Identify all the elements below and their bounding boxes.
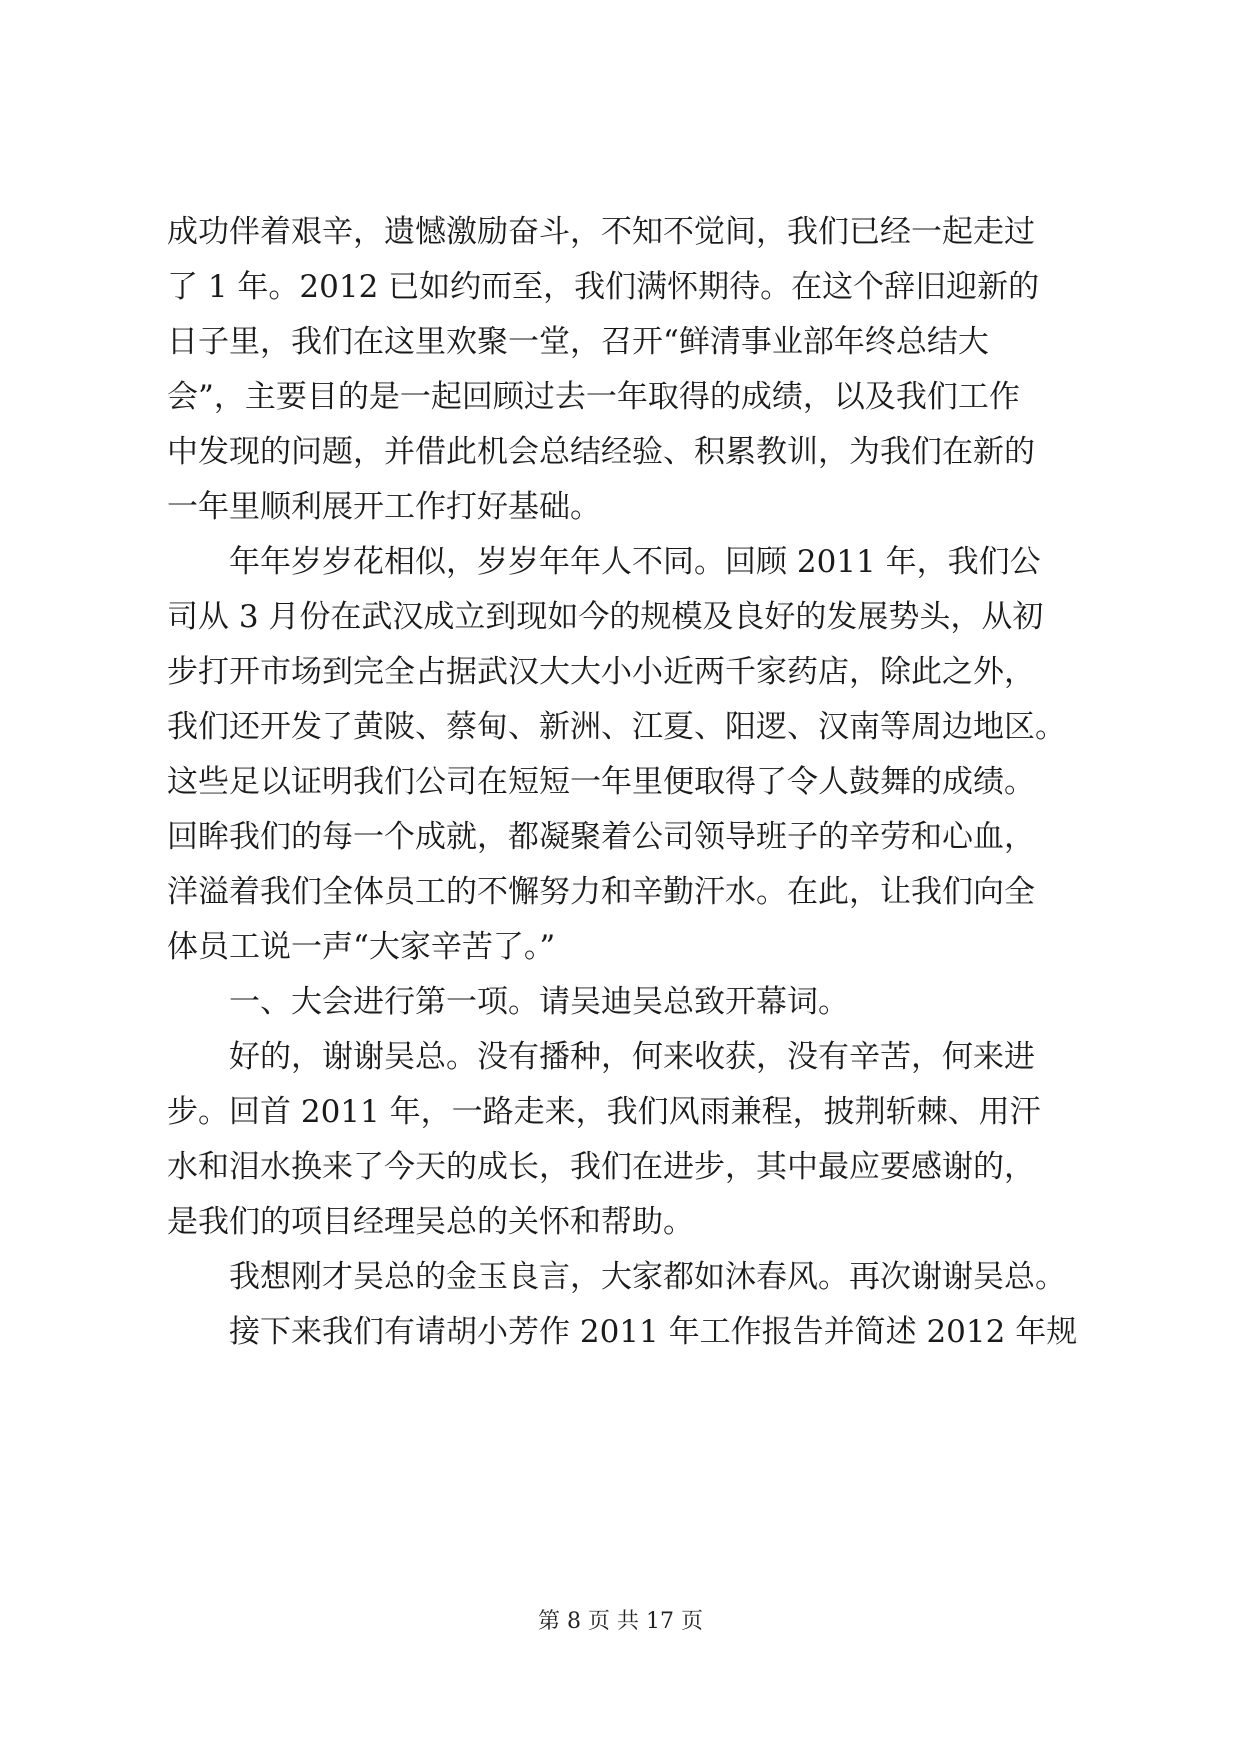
text-line: 年年岁岁花相似，岁岁年年人不同。回顾 2011 年，我们公 bbox=[229, 544, 1041, 580]
text-line: 是我们的项目经理吴总的关怀和帮助。 bbox=[167, 1204, 694, 1240]
text-line: 司从 3 月份在武汉成立到现如今的规模及良好的发展势头，从初 bbox=[167, 599, 1044, 635]
text-line: 体员工说一声“大家辛苦了。” bbox=[167, 929, 556, 965]
text-line: 回眸我们的每一个成就，都凝聚着公司领导班子的辛劳和心血， bbox=[167, 819, 1035, 855]
text-line: 成功伴着艰辛，遗憾激励奋斗，不知不觉间，我们已经一起走过 bbox=[167, 214, 1035, 250]
text-line: 好的，谢谢吴总。没有播种，何来收获，没有辛苦，何来进 bbox=[229, 1039, 1035, 1075]
text-line: 了 1 年。2012 已如约而至，我们满怀期待。在这个辞旧迎新的 bbox=[167, 269, 1040, 305]
text-line: 这些足以证明我们公司在短短一年里便取得了令人鼓舞的成绩。 bbox=[167, 764, 1035, 800]
text-line: 一年里顺利展开工作打好基础。 bbox=[167, 489, 601, 525]
text-line: 日子里，我们在这里欢聚一堂，召开“鲜清事业部年终总结大 bbox=[167, 324, 989, 360]
text-line: 中发现的问题，并借此机会总结经验、积累教训，为我们在新的 bbox=[167, 434, 1035, 470]
page-number-footer: 第 8 页 共 17 页 bbox=[538, 1609, 703, 1634]
text-line: 接下来我们有请胡小芳作 2011 年工作报告并简述 2012 年规 bbox=[229, 1314, 1078, 1350]
text-line: 会”，主要目的是一起回顾过去一年取得的成绩，以及我们工作 bbox=[167, 379, 1020, 415]
text-line: 洋溢着我们全体员工的不懈努力和辛勤汗水。在此，让我们向全 bbox=[167, 874, 1035, 910]
text-line: 步打开市场到完全占据武汉大大小小近两千家药店，除此之外， bbox=[167, 654, 1035, 690]
text-line: 步。回首 2011 年，一路走来，我们风雨兼程，披荆斩棘、用汗 bbox=[167, 1094, 1041, 1130]
text-line: 水和泪水换来了今天的成长，我们在进步，其中最应要感谢的， bbox=[167, 1149, 1035, 1185]
text-line: 我想刚才吴总的金玉良言，大家都如沐春风。再次谢谢吴总。 bbox=[229, 1259, 1066, 1295]
text-line: 我们还开发了黄陂、蔡甸、新洲、江夏、阳逻、汉南等周边地区。 bbox=[167, 709, 1066, 745]
text-line: 一、大会进行第一项。请吴迪吴总致开幕词。 bbox=[229, 984, 849, 1020]
